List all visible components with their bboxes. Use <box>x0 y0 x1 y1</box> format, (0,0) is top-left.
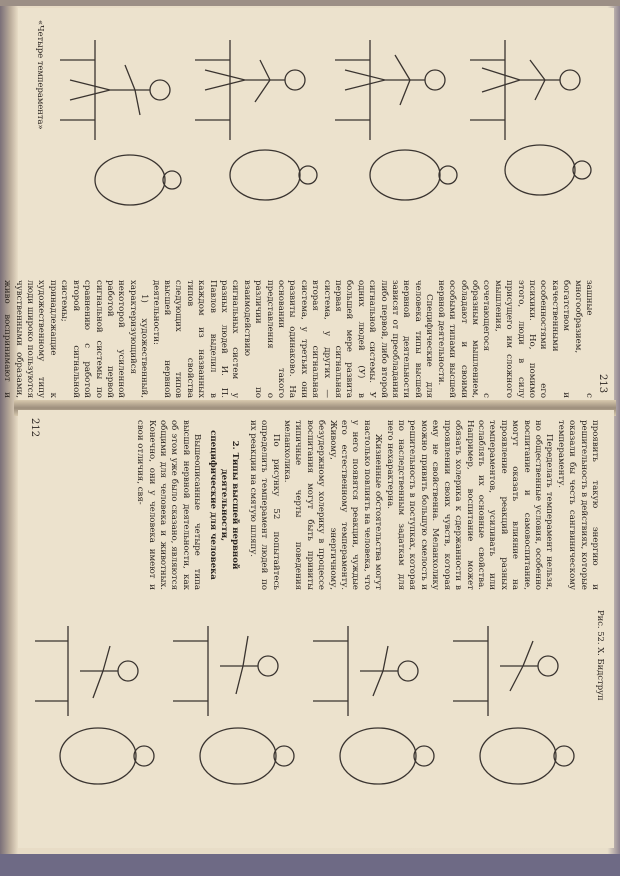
paragraph: зашные с многообразием, богатством и качественными особенностями его психики. Но, помимо этого, люди в силу присущего им сложного мышления, сочетающегося с образным мышлением, обладают и своими особыми типами высшей нервной деятельности. <box>435 280 594 398</box>
illustration-four-temperaments <box>50 20 600 270</box>
page-213-content <box>2 8 614 406</box>
illustration-bidstrup-hat <box>28 606 588 836</box>
section-heading-line-2: специфические для человека <box>207 430 218 580</box>
page-213 <box>2 8 614 406</box>
scan-top-edge <box>0 0 620 6</box>
cartoon-strip-drawing <box>50 20 600 270</box>
section-heading <box>206 420 240 590</box>
paragraph: проявить такую энергию и решительность в действиях, которые оказали бы честь сангвиническому темпераменту. <box>555 420 600 590</box>
cartoon-row-1 <box>60 40 591 205</box>
figure-caption-bidstrup: Рис. 52. Х. Бидструп <box>596 610 606 701</box>
paragraph: Вышеописанные четыре типа высшей нервной деятельности, как об этом уже было сказано, являются общими для человека и животных. Конечно, они у человека имеют и свои отличия, свя- <box>135 420 203 590</box>
page-number: 212 <box>29 418 40 438</box>
paragraph: Жизненные обстоятельства могут настолько повлиять на человека, что у него появятся реакции, чуждые его естественному темпераменту. Живому, энергичному, безудержному холерику в процессе воспитания могут быть привиты типичные черты поведения меланхолика. <box>282 420 384 590</box>
page-212 <box>18 410 614 848</box>
paragraph: По рисунку 52 попытайтесь определить темперамент людей по их реакции на смятую шляпу. <box>247 420 281 590</box>
scan-bottom-edge <box>0 854 620 876</box>
paragraph: 1) художественный, характеризующийся некоторой усиленной работой первой сигнальной системы по сравнению с работой второй сигнальной системы; принадлежащие к художественному типу люди широко пользуются чувственными образами, живо воспринимают и <box>2 280 150 398</box>
text-column-212 <box>44 420 600 590</box>
page-212-content <box>18 410 614 848</box>
text-column-213 <box>2 280 594 398</box>
paragraph: Специфические для человека типы высшей нервной деятельности зависят от преобладания либо первой, либо второй сигнальной системы. У одних людей (У) в большей мере развита первая сигнальная система, у других — вторая сигнальная система, у третьих они развиты одинаково. На основании такого представления о различии по взаимодействию сигнальных систем у разных людей И. П. Павлов выделил в каждом из названных типов свойства следующих типов высшей нервной деятельности: <box>150 280 435 398</box>
section-heading-line-1: 2. Типы высшей нервной деятельности, <box>219 440 241 570</box>
paragraph: Переделать темперамент нельзя, но общественные условия, особенно воспитание и самовоспитание, могут оказать влияние на проявление реакций разных темпераментов, усиливать или ослаблять их основные свойства. Например, воспитание может обязать холерика к сдержанности в проявлении своих чувств, которая ему не свойственна. Меланхолику можно привить большую смелость и решительность в поступках, которая по наследственным задаткам для него нехарактерна. <box>384 420 555 590</box>
cartoon-hat-drawing <box>28 606 588 836</box>
page-number: 213 <box>597 374 608 394</box>
figure-caption-four-temperaments: «Четыре темперамента» <box>36 20 46 130</box>
